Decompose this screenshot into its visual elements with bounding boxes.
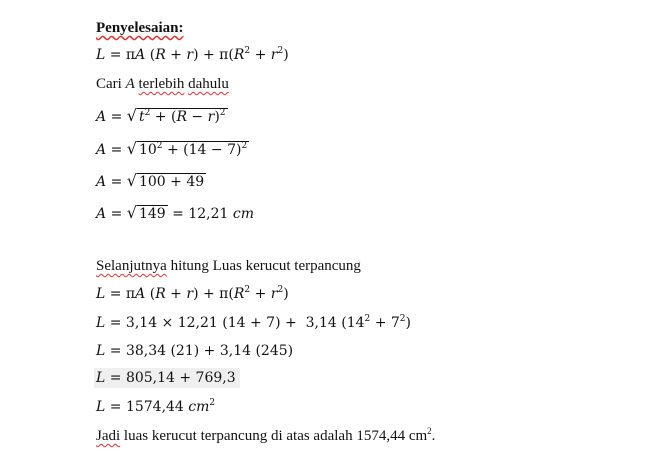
square-root: √ $10^2 + (14 - 7)^2$ [126,139,248,158]
square-root: √ $t^2 + (R - r)^2$ [126,106,226,125]
L-step-1: L = πA $(R + r) + \pi(R^2 + r^2)$ [96,285,289,302]
A-step-3: A = √ 100 + 49 [96,171,205,190]
formula-L-general: L = πA $(R + r) + \pi(R^2 + r^2)$ [96,46,289,63]
L-step-2: L = 3,14 × 12,21 (14 + 7) + 3,14 $(14^2 + 7^2)$ [96,314,411,331]
square-root: √ 100 + 49 [126,171,205,190]
next-step-instruction: Selanjutnya hitung Luas kerucut terpancung [96,258,361,274]
L-step-3: L = 38,34 (21) + 3,14 (245) [96,343,294,359]
conclusion-text: Jadi luas kerucut terpancung di atas adalah 1574,44 $cm^2$. [96,426,436,444]
solution-heading: Penyelesaian: [96,20,184,36]
square-root: √ 149 [126,203,166,222]
A-step-1: A = √ $t^2 + (R - r)^2$ [96,106,226,125]
find-A-instruction: Cari A terlebih dahulu [96,76,229,92]
L-step-5-result: L = 1574,44 $cm^2$ [96,398,216,415]
highlighted-equation: L = 805,14 + 769,3 [94,368,240,388]
A-step-2: A = √ $10^2 + (14 - 7)^2$ [96,139,248,158]
A-step-4: A = √ 149 = 12,21 cm [96,203,254,222]
L-step-4-highlighted [96,370,240,386]
